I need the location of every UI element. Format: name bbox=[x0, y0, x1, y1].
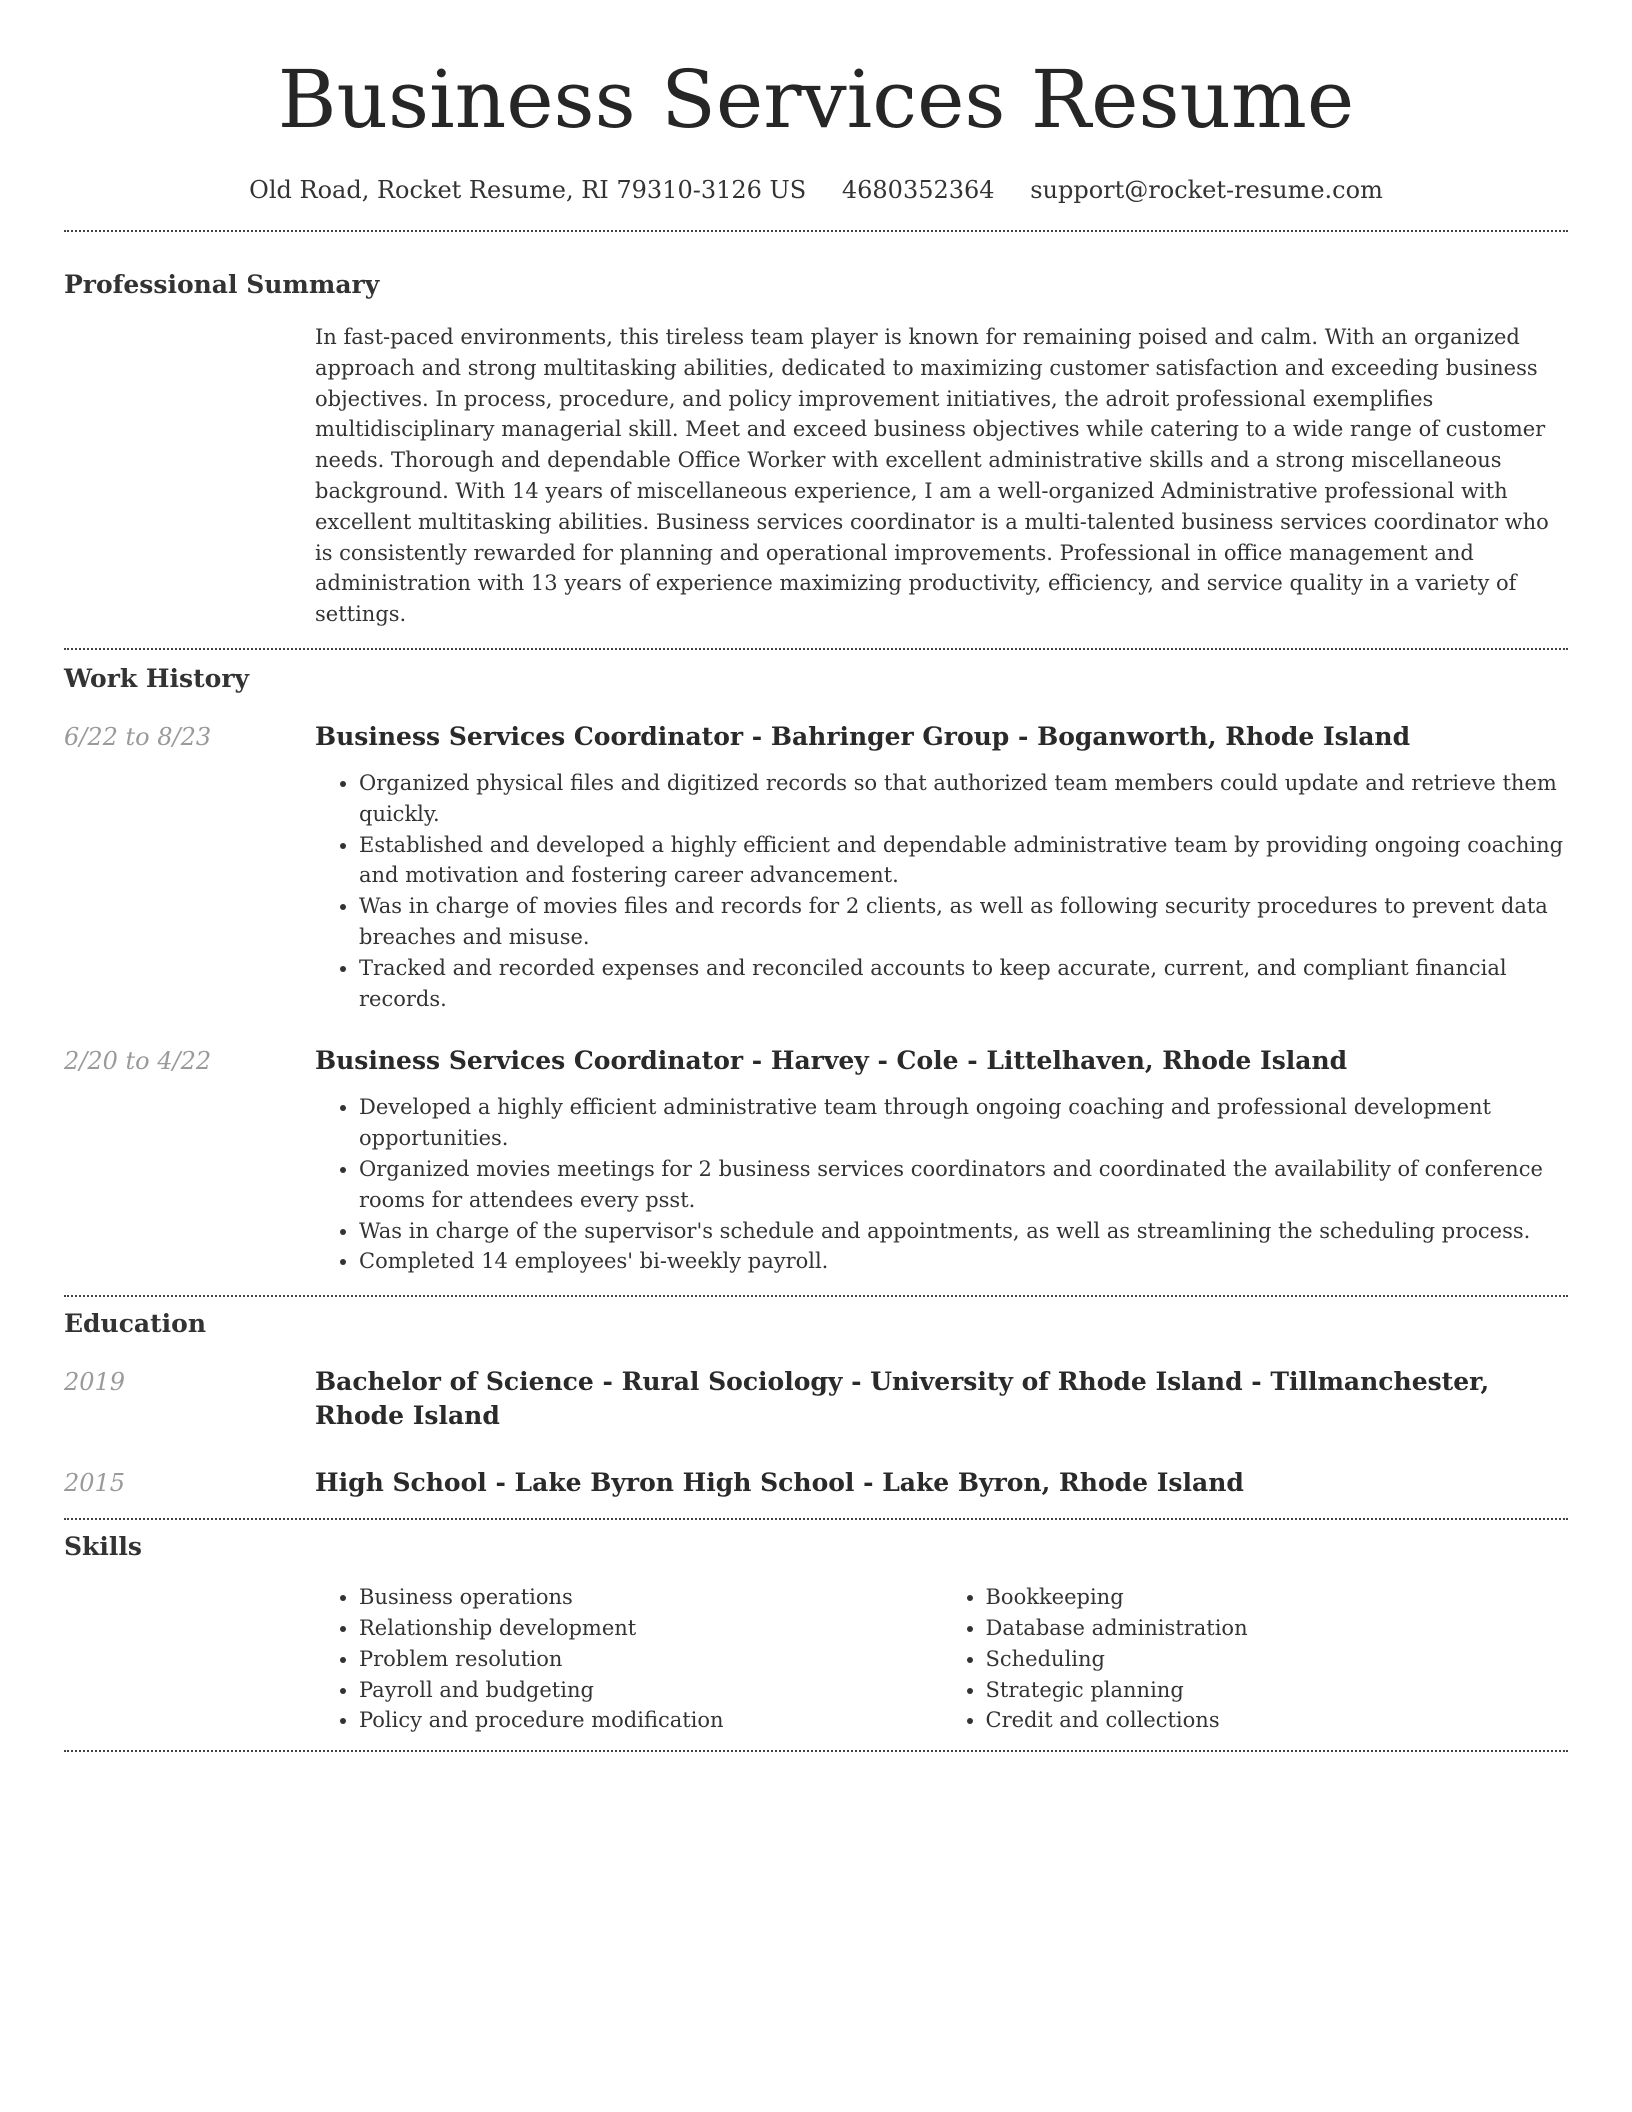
job-entry bbox=[64, 720, 1568, 1014]
education-section bbox=[0, 1297, 1632, 1500]
resume-name: Business Services Resume bbox=[277, 53, 1355, 146]
education-year: 2015 bbox=[64, 1469, 126, 1498]
skill-item: • Database administration bbox=[986, 1613, 1569, 1644]
skills-columns bbox=[315, 1582, 1568, 1736]
job-bullet: • Tracked and recorded expenses and reconciled accounts to keep accurate, current, and compliant financial records. bbox=[359, 953, 1568, 1015]
education-heading: Bachelor of Science - Rural Sociology - University of Rhode Island - Tillmanchester, Rhode Island bbox=[315, 1367, 1490, 1431]
job-bullet: • Completed 14 employees' bi-weekly payroll. bbox=[359, 1246, 1568, 1277]
education-heading: High School - Lake Byron High School - Lake Byron, Rhode Island bbox=[315, 1468, 1244, 1498]
work-section bbox=[0, 650, 1632, 1277]
job-bullet: • Organized physical files and digitized records so that authorized team members could update and retrieve them quickly. bbox=[359, 768, 1568, 830]
skills-list-left bbox=[315, 1582, 942, 1736]
contact-address: Old Road, Rocket Resume, RI 79310-3126 US bbox=[249, 176, 807, 204]
resume-header bbox=[0, 0, 1632, 206]
skill-item: • Business operations bbox=[359, 1582, 942, 1613]
job-entry bbox=[64, 1044, 1568, 1277]
skills-title: Skills bbox=[64, 1532, 142, 1562]
skill-item: • Problem resolution bbox=[359, 1644, 942, 1675]
contact-email: support@rocket-resume.com bbox=[1030, 176, 1383, 204]
skill-item: • Strategic planning bbox=[986, 1675, 1569, 1706]
job-dates: 6/22 to 8/23 bbox=[64, 722, 212, 751]
job-dates: 2/20 to 4/22 bbox=[64, 1047, 212, 1076]
education-title: Education bbox=[64, 1309, 207, 1339]
job-details bbox=[315, 1044, 1568, 1277]
summary-row bbox=[64, 322, 1568, 630]
job-details bbox=[315, 720, 1568, 1014]
skill-item: • Bookkeeping bbox=[986, 1582, 1569, 1613]
skill-item: • Credit and collections bbox=[986, 1705, 1569, 1736]
summary-body bbox=[315, 322, 1568, 630]
skill-item: • Policy and procedure modification bbox=[359, 1705, 942, 1736]
work-title: Work History bbox=[64, 663, 250, 693]
skills-row bbox=[64, 1582, 1568, 1736]
skills-list-right bbox=[942, 1582, 1569, 1736]
education-entry bbox=[64, 1466, 1568, 1500]
divider-skills bbox=[64, 1750, 1568, 1752]
skill-item: • Payroll and budgeting bbox=[359, 1675, 942, 1706]
job-bullets bbox=[315, 1092, 1568, 1277]
skill-item: • Relationship development bbox=[359, 1613, 942, 1644]
job-bullets bbox=[315, 768, 1568, 1014]
job-bullet: • Developed a highly efficient administrative team through ongoing coaching and professional development opportunities. bbox=[359, 1092, 1568, 1154]
education-details bbox=[315, 1466, 1568, 1500]
job-heading: Business Services Coordinator - Bahringer Group - Boganworth, Rhode Island bbox=[315, 721, 1411, 751]
job-bullet: • Was in charge of the supervisor's schedule and appointments, as well as streamlining the scheduling process. bbox=[359, 1216, 1568, 1247]
contact-phone: 4680352364 bbox=[841, 176, 995, 204]
summary-text: In fast-paced environments, this tireless team player is known for remaining poised and calm. With an organized approach and strong multitasking abilities, dedicated to maximizing customer satisfaction and exceeding business objectives. In process, procedure, and policy improvement initiatives, the adroit professional exemplifies multidisciplinary managerial skill. Meet and exceed business objectives while catering to a wide range of customer needs. Thorough and dependable Office Worker with excellent administrative skills and a strong miscellaneous background. With 14 years of miscellaneous experience, I am a well-organized Administrative professional with excellent multitasking abilities. Business services coordinator is a multi-talented business services coordinator who is consistently rewarded for planning and operational improvements. Professional in office management and administration with 13 years of experience maximizing productivity, efficiency, and service quality in a variety of settings. bbox=[315, 325, 1549, 627]
summary-title: Professional Summary bbox=[64, 270, 380, 299]
education-year: 2019 bbox=[64, 1368, 126, 1397]
job-bullet: • Established and developed a highly efficient and dependable administrative team by providing ongoing coaching and motivation and fostering career advancement. bbox=[359, 830, 1568, 892]
job-bullet: • Was in charge of movies files and records for 2 clients, as well as following security procedures to prevent data breaches and misuse. bbox=[359, 891, 1568, 953]
skills-section bbox=[0, 1520, 1632, 1736]
skill-item: • Scheduling bbox=[986, 1644, 1569, 1675]
summary-section bbox=[0, 232, 1632, 630]
education-details bbox=[315, 1365, 1568, 1433]
education-entry bbox=[64, 1365, 1568, 1433]
contact-line bbox=[0, 174, 1632, 206]
job-heading: Business Services Coordinator - Harvey - Cole - Littelhaven, Rhode Island bbox=[315, 1046, 1348, 1076]
job-bullet: • Organized movies meetings for 2 business services coordinators and coordinated the availability of conference rooms for attendees every psst. bbox=[359, 1154, 1568, 1216]
